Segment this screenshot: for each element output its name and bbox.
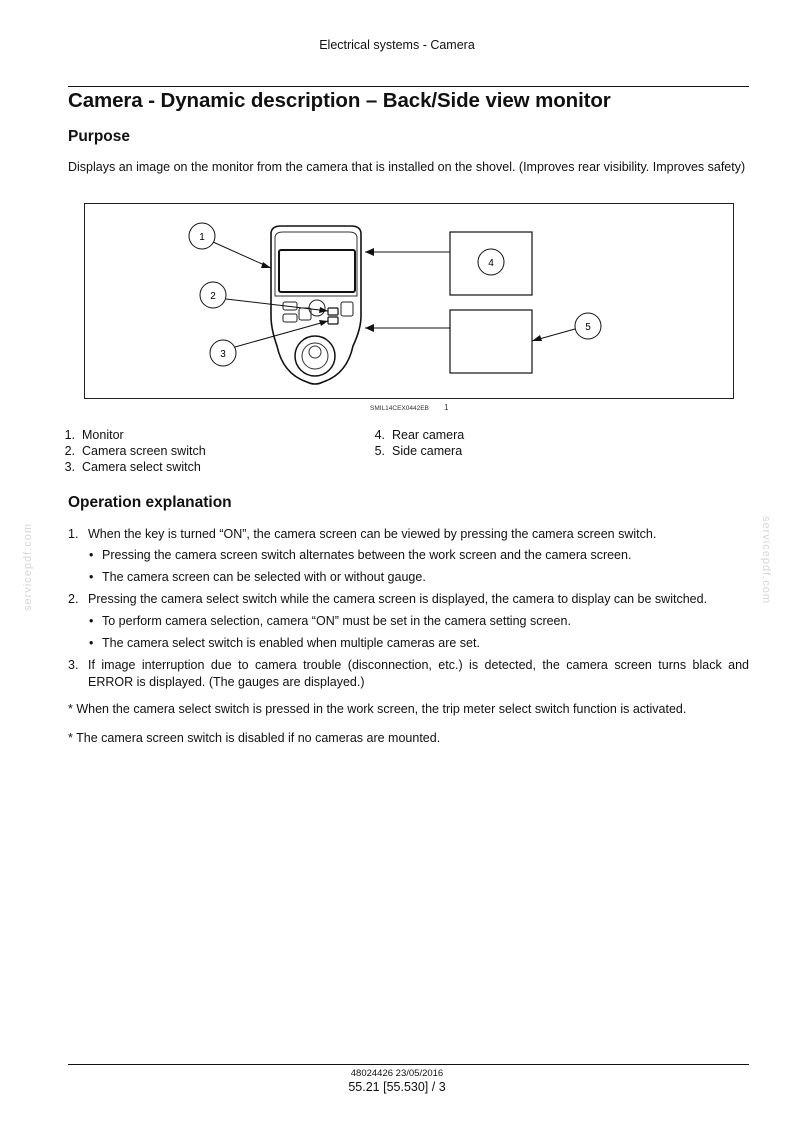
diagram-drawing — [85, 204, 735, 400]
bullet-text: The camera select switch is enabled when multiple cameras are set. — [102, 636, 480, 650]
operation-heading: Operation explanation — [68, 494, 232, 511]
watermark-right: servicepdf.com — [760, 516, 772, 604]
bullet-dot: • — [89, 548, 94, 562]
legend-label: Monitor — [82, 428, 124, 442]
step-number: 1. — [68, 527, 79, 541]
step-text: When the key is turned “ON”, the camera screen can be viewed by pressing the camera screen switch. — [88, 527, 657, 541]
callout-5-label: 5 — [585, 322, 591, 333]
callout-1-label: 1 — [199, 232, 205, 243]
legend-item — [55, 427, 124, 443]
footer-doc-id: 48024426 23/05/2016 — [350, 1068, 444, 1079]
figure-number: 1 — [444, 403, 449, 412]
legend-number: 1. — [64, 428, 75, 442]
figure-id: SMIL14CEX0442EB — [370, 405, 429, 412]
legend-number: 5. — [374, 444, 385, 458]
page-title: Camera - Dynamic description – Back/Side view monitor — [68, 89, 611, 112]
bullet-text: To perform camera selection, camera “ON” must be set in the camera setting screen. — [102, 614, 571, 628]
bullet-dot: • — [89, 614, 94, 628]
camera-screen-switch — [328, 308, 338, 315]
legend-label: Camera select switch — [82, 460, 201, 474]
legend-number: 3. — [64, 460, 75, 474]
operation-step — [68, 591, 749, 608]
purpose-text: Displays an image on the monitor from the camera that is installed on the shovel. (Improves rear visibility. Improves safety) — [68, 160, 746, 174]
callout-4-label: 4 — [488, 258, 494, 269]
bullet-item — [89, 635, 749, 651]
side-camera-box — [450, 310, 532, 373]
purpose-heading: Purpose — [68, 128, 131, 145]
legend-item — [365, 443, 462, 459]
watermark-left: servicepdf.com — [22, 523, 34, 611]
legend-number: 2. — [64, 444, 75, 458]
note: * When the camera select switch is pressed in the work screen, the trip meter select switch function is activated. — [68, 702, 687, 716]
running-header: Electrical systems - Camera — [319, 38, 475, 52]
header-rule — [68, 86, 749, 87]
step-number: 3. — [68, 658, 79, 672]
footer-page-number: 55.21 [55.530] / 3 — [348, 1080, 446, 1094]
operation-step — [68, 657, 749, 690]
legend-label: Camera screen switch — [82, 444, 206, 458]
bullet-text: Pressing the camera screen switch alternates between the work screen and the camera screen. — [102, 548, 632, 562]
bullet-item — [89, 613, 749, 629]
bullet-item — [89, 569, 749, 585]
bullet-dot: • — [89, 636, 94, 650]
callout-3-label: 3 — [220, 349, 226, 360]
legend-label: Side camera — [392, 444, 463, 458]
legend-item — [365, 427, 464, 443]
legend-item — [55, 443, 206, 459]
footer-rule — [68, 1064, 749, 1065]
legend-item — [55, 459, 201, 475]
legend-label: Rear camera — [392, 428, 465, 442]
bullet-dot: • — [89, 570, 94, 584]
camera-select-switch — [328, 317, 338, 324]
step-text: If image interruption due to camera trouble (disconnection, etc.) is detected, the camera screen turns black and ERROR is displayed. (The gauges are displayed.) — [88, 658, 749, 689]
monitor-screen — [279, 250, 355, 292]
step-text: Pressing the camera select switch while the camera screen is displayed, the camera to display can be switched. — [88, 592, 708, 606]
note: * The camera screen switch is disabled if no cameras are mounted. — [68, 731, 441, 745]
monitor-diagram — [84, 203, 734, 399]
bullet-item — [89, 547, 749, 563]
callout-2-label: 2 — [210, 291, 216, 302]
legend-number: 4. — [374, 428, 385, 442]
operation-step — [68, 526, 749, 543]
step-number: 2. — [68, 592, 79, 606]
bullet-text: The camera screen can be selected with or without gauge. — [102, 570, 426, 584]
